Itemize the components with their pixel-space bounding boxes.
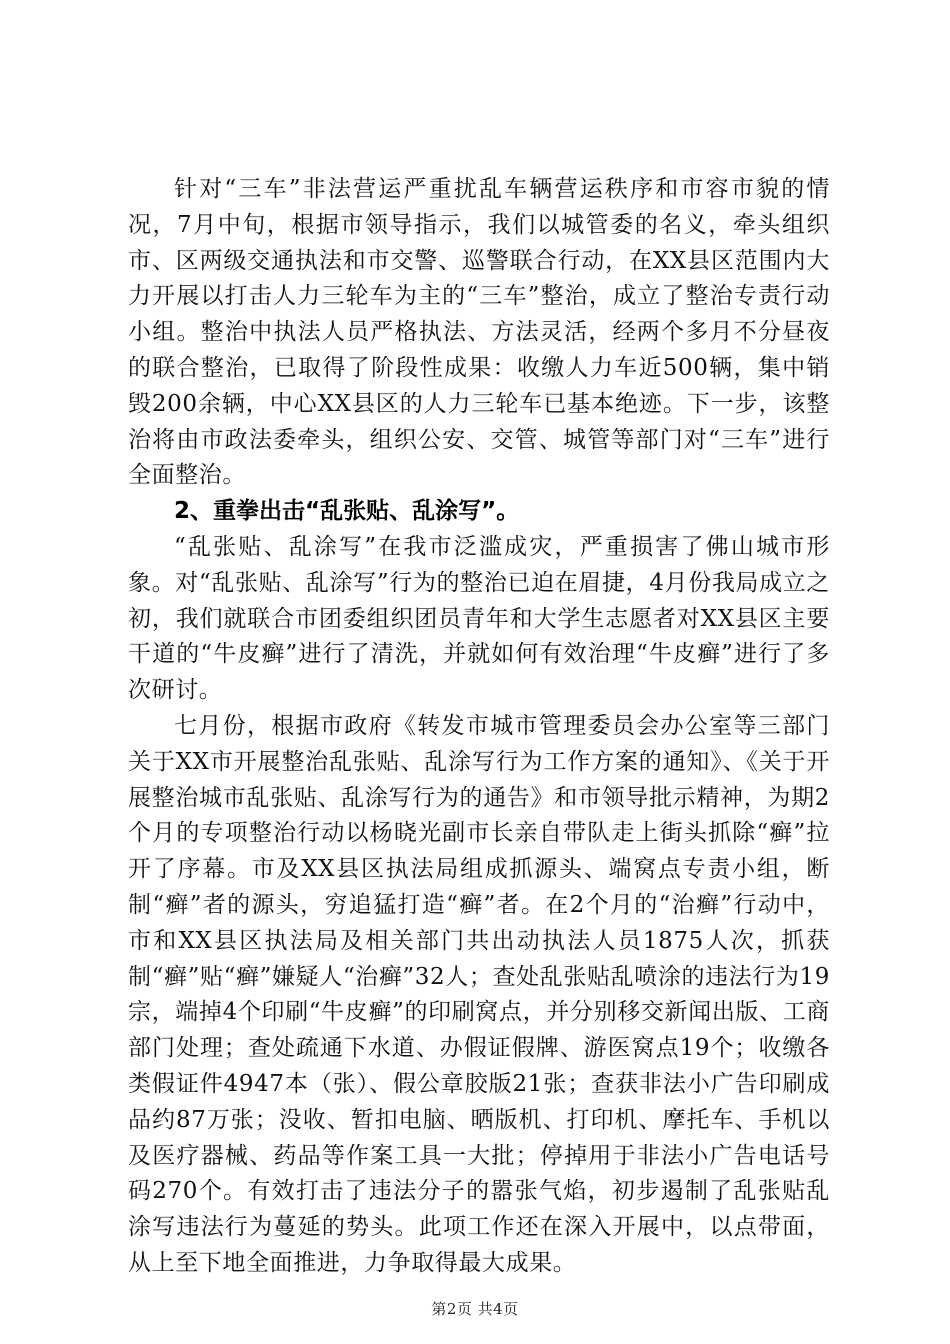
paragraph-posting-problem: “乱张贴、乱涂写”在我市泛滥成灾，严重损害了佛山城市形象。对“乱张贴、乱涂写”行为的整治已迫在眉捷，4月份我局成立之初，我们就联合市团委组织团员青年和大学生志愿者对XX县区主要干道的“牛皮癣”进行了清洗，并就如何有效治理“牛皮癣”进行了多次研讨。 (128, 533, 830, 704)
document-body (128, 172, 830, 1282)
page-footer: 第2页 共4页 (431, 1300, 519, 1318)
section-heading: 2、重拳出击“乱张贴、乱涂写”。 (174, 498, 520, 525)
paragraph-three-vehicles: 针对“三车”非法营运严重扰乱车辆营运秩序和市容市貌的情况，7月中旬，根据市领导指示，我们以城管委的名义，牵头组织市、区两级交通执法和市交警、巡警联合行动，在XX县区范围内大力开展以打击人力三轮车为主的“三车”整治，成立了整治专责行动小组。整治中执法人员严格执法、方法灵活，经两个多月不分昼夜的联合整治，已取得了阶段性成果：收缴人力车近500辆，集中销毁200余辆，中心XX县区的人力三轮车已基本绝迹。下一步，该整治将由市政法委牵头，组织公安、交管、城管等部门对“三车”进行全面整治。 (128, 176, 830, 489)
paragraph-campaign-results: 七月份，根据市政府《转发市城市管理委员会办公室等三部门关于XX市开展整治乱张贴、乱涂写行为工作方案的通知》、《关于开展整治城市乱张贴、乱涂写行为的通告》和市领导批示精神，为期2个月的专项整治行动以杨晓光副市长亲自带队走上街头抓除“癣”拉开了序幕。市及XX县区执法局组成抓源头、端窝点专责小组，断制“癣”者的源头，穷追猛打造“癣”者。在2个月的“治癣”行动中，市和XX县区执法局及相关部门共出动执法人员1875人次，抓获制“癣”贴“癣”嫌疑人“治癣”32人；查处乱张贴乱喷涂的违法行为19宗，端掉4个印刷“牛皮癣”的印刷窝点，并分别移交新闻出版、工商部门处理；查处疏通下水道、办假证假牌、游医窝点19个；收缴各类假证件4947本（张）、假公章胶版21张；查获非法小广告印刷成品约87万张；没收、暂扣电脑、晒版机、打印机、摩托车、手机以及医疗器械、药品等作案工具一大批；停掉用于非法小广告电话号码270个。有效打击了违法分子的嚣张气焰，初步遏制了乱张贴乱涂写违法行为蔓延的势头。此项工作还在深入开展中，以点带面，从上至下地全面推进，力争取得最大成果。 (128, 712, 830, 1276)
